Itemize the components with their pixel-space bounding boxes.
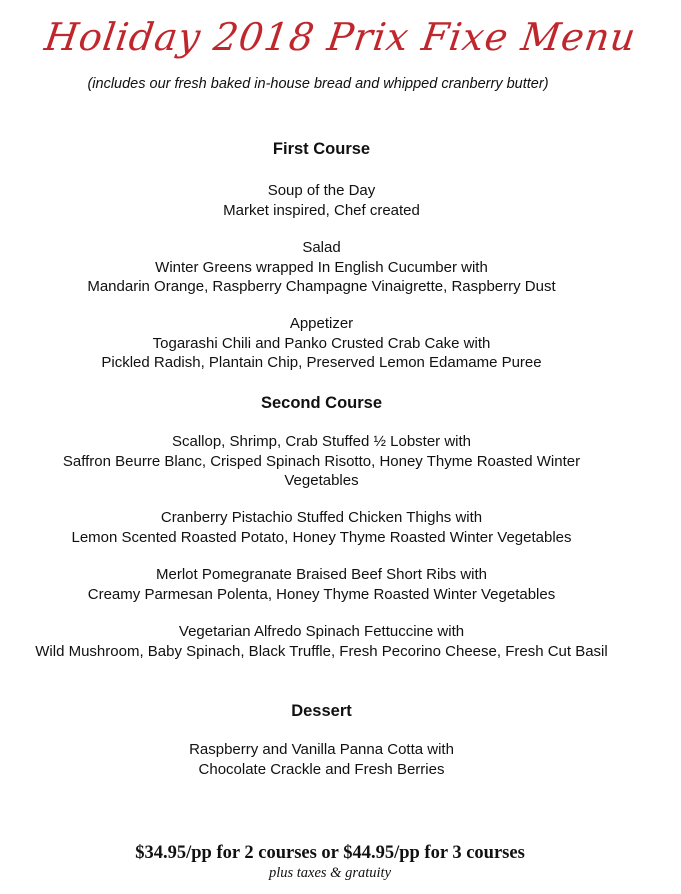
dish-soup — [0, 181, 643, 220]
dish-description: Creamy Parmesan Polenta, Honey Thyme Roasted Winter Vegetables — [87, 585, 556, 603]
menu-title: Holiday 2018 Prix Fixe Menu — [41, 15, 640, 59]
dish-salad — [0, 238, 643, 297]
pricing-note: plus taxes & gratuity — [268, 865, 392, 881]
dish-name: Raspberry and Vanilla Panna Cotta with — [189, 741, 454, 758]
dish-description: Mandarin Orange, Raspberry Champagne Vinaigrette, Raspberry Dust — [87, 278, 556, 295]
dish-name: Vegetarian Alfredo Spinach Fettuccine with — [178, 623, 465, 640]
dish-short-ribs — [0, 565, 643, 604]
dish-description: Market inspired, Chef created — [223, 201, 420, 219]
dish-name: Cranberry Pistachio Stuffed Chicken Thighs with — [160, 509, 483, 526]
dish-name: Soup of the Day — [267, 182, 376, 199]
dish-panna-cotta — [0, 740, 643, 779]
pricing-text: $34.95/pp for 2 courses or $44.95/pp for 3 courses — [135, 843, 525, 863]
dish-name: Scallop, Shrimp, Crab Stuffed ½ Lobster with — [171, 433, 472, 450]
dessert-heading: Dessert — [291, 702, 352, 720]
dish-name: Salad — [302, 239, 341, 256]
dish-appetizer — [0, 314, 643, 373]
dish-name: Merlot Pomegranate Braised Beef Short Ribs with — [156, 566, 487, 583]
dish-lobster — [0, 432, 643, 491]
menu-subtitle: (includes our fresh baked in-house bread and whipped cranberry butter) — [87, 76, 549, 92]
dish-description: Chocolate Crackle and Fresh Berries — [198, 760, 445, 778]
dish-description: Vegetables — [284, 472, 359, 489]
dish-description: Wild Mushroom, Baby Spinach, Black Truffle, Fresh Pecorino Cheese, Fresh Cut Basil — [35, 642, 608, 660]
first-course-heading: First Course — [272, 140, 371, 158]
dish-description: Saffron Beurre Blanc, Crisped Spinach Risotto, Honey Thyme Roasted Winter — [62, 452, 581, 470]
dish-name: Appetizer — [289, 315, 354, 332]
dish-fettuccine — [0, 622, 643, 661]
dish-description: Togarashi Chili and Panko Crusted Crab Cake with — [152, 334, 491, 352]
dish-description: Lemon Scented Roasted Potato, Honey Thyme Roasted Winter Vegetables — [71, 528, 572, 546]
second-course-heading: Second Course — [260, 394, 383, 412]
dish-description: Pickled Radish, Plantain Chip, Preserved Lemon Edamame Puree — [101, 354, 542, 371]
dish-chicken — [0, 508, 643, 547]
dish-description: Winter Greens wrapped In English Cucumber with — [155, 258, 488, 276]
